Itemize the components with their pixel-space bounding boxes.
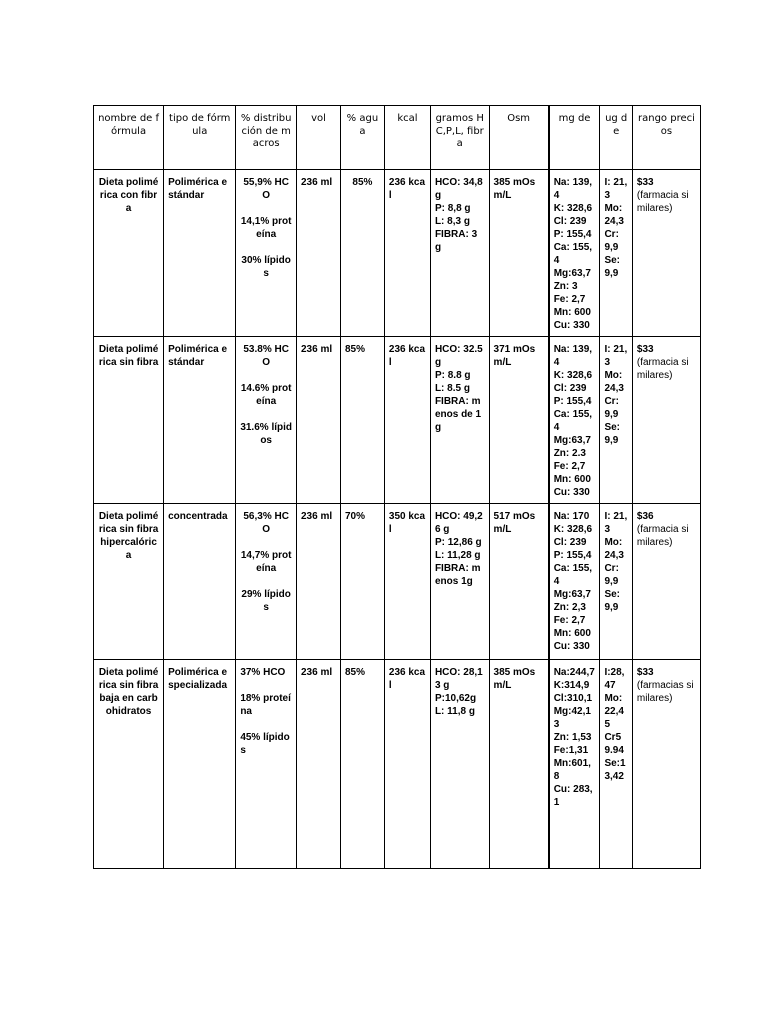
cell-line: Fe: 2,7: [553, 615, 586, 626]
cell-line: [240, 202, 292, 215]
header-row: [94, 106, 701, 170]
cell-line: Mg:63,7: [553, 268, 591, 279]
kcal: 350 kcal: [384, 504, 430, 660]
cell-line: Mo: 24,3: [604, 537, 624, 561]
cell-line: [240, 679, 292, 692]
cell-line: 45% lípidos: [240, 732, 290, 756]
cell-line: Mg:63,7: [553, 435, 591, 446]
cell-line: Cr59.94: [604, 732, 624, 756]
cell-line: 56,3% HCO: [243, 511, 289, 535]
formula-name: Dieta polimérica sin fibra: [94, 337, 164, 504]
table-row: [94, 337, 701, 504]
cell-line: [240, 369, 292, 382]
cell-line: L: 8.5 g: [434, 383, 470, 394]
cell-line: 30% lípidos: [241, 255, 291, 279]
cell-line: HCO: 28,13 g: [434, 667, 483, 691]
cell-line: Ca: 155,4: [553, 409, 593, 433]
cell-line: L: 11,28 g: [434, 550, 481, 561]
formula-type: concentrada: [164, 504, 236, 660]
macro-distribution: [236, 170, 297, 337]
cell-line: Mn:601,8: [553, 758, 591, 782]
price-note: (farmacias similares): [636, 680, 694, 704]
minerals-mg: [549, 170, 600, 337]
price-value: $33: [636, 667, 654, 678]
cell-line: I: 21,3: [604, 511, 628, 535]
cell-line: Mo: 24,3: [604, 203, 624, 227]
cell-line: Mn: 600: [553, 628, 591, 639]
cell-line: Cl:310,1: [553, 693, 593, 704]
cell-line: [240, 241, 292, 254]
formula-name: Dieta polimérica sin fibra hipercalórica: [94, 504, 164, 660]
cell-line: [240, 575, 292, 588]
cell-line: I: 21,3: [604, 177, 628, 201]
minerals-mg: [549, 337, 600, 504]
minerals-mg: [549, 504, 600, 660]
water-percent: 70%: [340, 504, 384, 660]
price-range: [632, 170, 700, 337]
cell-line: Cl: 239: [553, 383, 587, 394]
price-range: [632, 337, 700, 504]
cell-line: Fe: 2,7: [553, 294, 586, 305]
cell-line: 14,7% proteína: [240, 550, 292, 574]
header-osm: Osm: [489, 106, 549, 170]
cell-line: Cr: 9,9: [604, 563, 619, 587]
cell-line: 31.6% lípidos: [240, 422, 292, 446]
header-type: tipo de fórmula: [164, 106, 236, 170]
cell-line: FIBRA: menos de 1 g: [434, 396, 482, 433]
macro-distribution: [236, 337, 297, 504]
cell-line: [240, 718, 292, 731]
cell-line: Na: 139,4: [553, 177, 593, 201]
header-kcal: kcal: [384, 106, 430, 170]
cell-line: Zn: 3: [553, 281, 578, 292]
cell-line: I:28,47: [604, 667, 625, 691]
grams-macros: [430, 660, 489, 869]
cell-line: 55,9% HCO: [243, 177, 289, 201]
table-row: [94, 170, 701, 337]
formula-name: Dieta polimérica sin fibra baja en carbohidratos: [94, 660, 164, 869]
minerals-mg: [549, 660, 600, 869]
cell-line: P: 8,8 g: [434, 203, 471, 214]
header-name: nombre de fórmula: [94, 106, 164, 170]
cell-line: Zn: 1,53: [553, 732, 592, 743]
cell-line: HCO: 34,8 g: [434, 177, 483, 201]
cell-line: Cu: 330: [553, 320, 590, 331]
header-mg: mg de: [549, 106, 600, 170]
price-value: $33: [636, 177, 654, 188]
osmolarity: 371 mOsm/L: [489, 337, 549, 504]
cell-line: P: 155,4: [553, 550, 592, 561]
price-note: (farmacia similares): [636, 357, 689, 381]
header-grams: gramos HC,P,L, fibra: [430, 106, 489, 170]
volume: 236 ml: [297, 660, 341, 869]
cell-line: Ca: 155,4: [553, 242, 593, 266]
cell-line: [240, 408, 292, 421]
cell-line: Cl: 239: [553, 216, 587, 227]
grams-macros: [430, 504, 489, 660]
cell-line: K: 328,6: [553, 524, 593, 535]
cell-line: Fe:1,31: [553, 745, 589, 756]
cell-line: Se: 9,9: [604, 589, 621, 613]
cell-line: K:314,9: [553, 680, 590, 691]
kcal: 236 kcal: [384, 660, 430, 869]
cell-line: Zn: 2,3: [553, 602, 586, 613]
cell-line: L: 8,3 g: [434, 216, 470, 227]
cell-line: P: 12,86 g: [434, 537, 482, 548]
cell-line: Cr: 9,9: [604, 396, 619, 420]
formula-type: Polimérica estándar: [164, 170, 236, 337]
price-value: $33: [636, 344, 654, 355]
cell-line: L: 11,8 g: [434, 706, 475, 717]
cell-line: FIBRA: 3 g: [434, 229, 478, 253]
cell-line: Mo: 22,45: [604, 693, 624, 730]
cell-line: P: 155,4: [553, 229, 592, 240]
minerals-ug: [600, 170, 632, 337]
header-water: % agua: [340, 106, 384, 170]
cell-line: Mg:63,7: [553, 589, 591, 600]
cell-line: Na:244,7: [553, 667, 595, 678]
cell-line: K: 328,6: [553, 203, 593, 214]
osmolarity: 385 mOsm/L: [489, 660, 549, 869]
cell-line: Cu: 283,1: [553, 784, 593, 808]
cell-line: Se: 9,9: [604, 255, 621, 279]
macro-distribution: [236, 504, 297, 660]
cell-line: Se:13,42: [604, 758, 626, 782]
volume: 236 ml: [297, 337, 341, 504]
osmolarity: 385 mOsm/L: [489, 170, 549, 337]
cell-line: HCO: 32.5 g: [434, 344, 483, 368]
cell-line: Cu: 330: [553, 487, 590, 498]
cell-line: FIBRA: menos 1g: [434, 563, 481, 587]
volume: 236 ml: [297, 504, 341, 660]
header-vol: vol: [297, 106, 341, 170]
cell-line: Cu: 330: [553, 641, 590, 652]
price-note: (farmacia similares): [636, 190, 689, 214]
cell-line: Mn: 600: [553, 307, 591, 318]
cell-line: 29% lípidos: [241, 589, 291, 613]
cell-line: [240, 536, 292, 549]
formula-type: Polimérica especializada: [164, 660, 236, 869]
kcal: 236 kcal: [384, 337, 430, 504]
cell-line: I: 21,3: [604, 344, 628, 368]
water-percent: 85%: [340, 337, 384, 504]
price-note: (farmacia similares): [636, 524, 689, 548]
cell-line: Cr: 9,9: [604, 229, 619, 253]
price-range: [632, 660, 700, 869]
formula-type: Polimérica estándar: [164, 337, 236, 504]
cell-line: Se: 9,9: [604, 422, 621, 446]
cell-line: 18% proteína: [240, 693, 291, 717]
water-percent: 85%: [340, 170, 384, 337]
table-row: [94, 660, 701, 869]
volume: 236 ml: [297, 170, 341, 337]
cell-line: Na: 139,4: [553, 344, 593, 368]
cell-line: Mo: 24,3: [604, 370, 624, 394]
cell-line: 37% HCO: [240, 667, 286, 678]
cell-line: P: 8.8 g: [434, 370, 471, 381]
minerals-ug: [600, 504, 632, 660]
cell-line: P: 155,4: [553, 396, 592, 407]
grams-macros: [430, 337, 489, 504]
price-value: $36: [636, 511, 654, 522]
grams-macros: [430, 170, 489, 337]
water-percent: 85%: [340, 660, 384, 869]
cell-line: K: 328,6: [553, 370, 593, 381]
cell-line: Ca: 155,4: [553, 563, 593, 587]
cell-line: Zn: 2.3: [553, 448, 586, 459]
cell-line: Na: 170: [553, 511, 590, 522]
cell-line: Cl: 239: [553, 537, 587, 548]
header-ug: ug de: [600, 106, 632, 170]
cell-line: Mg:42,13: [553, 706, 591, 730]
cell-line: Fe: 2,7: [553, 461, 586, 472]
header-macros: % distribución de macros: [236, 106, 297, 170]
cell-line: 14.6% proteína: [240, 383, 292, 407]
formula-name: Dieta polimérica con fibra: [94, 170, 164, 337]
cell-line: HCO: 49,26 g: [434, 511, 483, 535]
osmolarity: 517 mOsm/L: [489, 504, 549, 660]
header-price: rango precios: [632, 106, 700, 170]
cell-line: Mn: 600: [553, 474, 591, 485]
nutrition-formula-table: [93, 105, 701, 869]
kcal: 236 kcal: [384, 170, 430, 337]
cell-line: P:10,62g: [434, 693, 477, 704]
cell-line: 53.8% HCO: [243, 344, 289, 368]
price-range: [632, 504, 700, 660]
minerals-ug: [600, 337, 632, 504]
table-row: [94, 504, 701, 660]
cell-line: 14,1% proteína: [240, 216, 292, 240]
macro-distribution: [236, 660, 297, 869]
minerals-ug: [600, 660, 632, 869]
